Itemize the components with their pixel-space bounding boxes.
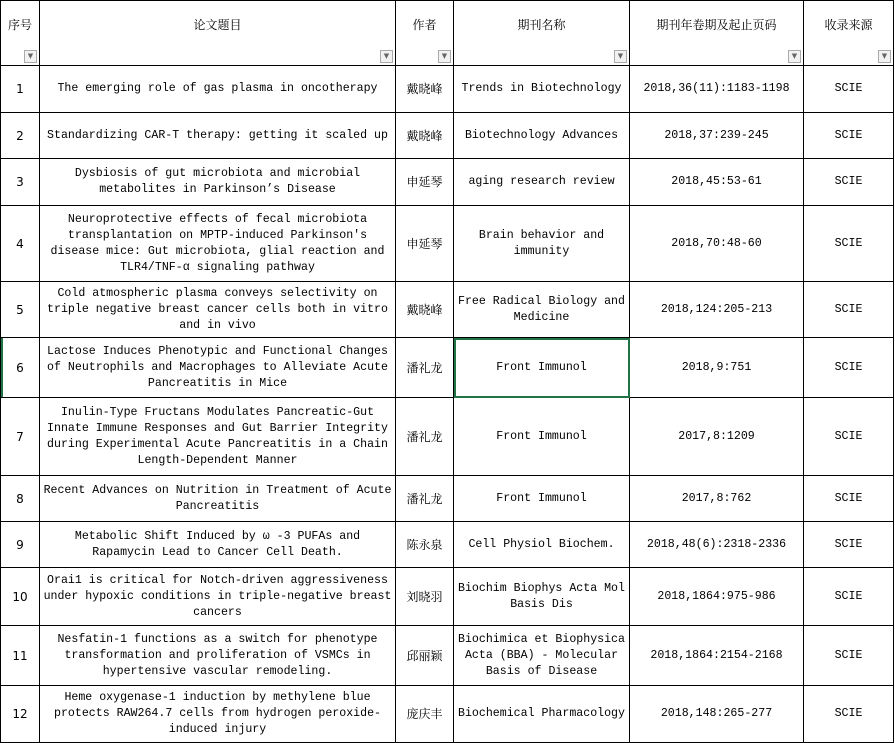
cell-author[interactable]: 申延琴 bbox=[396, 206, 454, 282]
cell-author[interactable]: 潘礼龙 bbox=[396, 338, 454, 398]
cell-title[interactable]: Inulin-Type Fructans Modulates Pancreatic-Gut Innate Immune Responses and Gut Barrier Integrity during Experimental Acute Pancreatitis in a Chain Length-Dependent Manner bbox=[40, 398, 396, 476]
column-header-label: 论文题目 bbox=[193, 18, 242, 32]
cell-author[interactable]: 申延琴 bbox=[396, 159, 454, 206]
cell-pages[interactable]: 2018,36(11):1183-1198 bbox=[630, 66, 804, 113]
cell-journal[interactable]: Front Immunol bbox=[454, 338, 630, 398]
cell-title[interactable]: Cold atmospheric plasma conveys selectivity on triple negative breast cancer cells both in vitro and in vivo bbox=[40, 282, 396, 338]
cell-source[interactable]: SCIE bbox=[804, 568, 894, 626]
cell-no[interactable]: 5 bbox=[1, 282, 40, 338]
table-row bbox=[1, 476, 894, 522]
cell-journal[interactable]: aging research review bbox=[454, 159, 630, 206]
column-header-journal bbox=[454, 1, 630, 66]
cell-journal[interactable]: Biochimica et Biophysica Acta (BBA) - Molecular Basis of Disease bbox=[454, 626, 630, 686]
column-header-label: 期刊名称 bbox=[517, 18, 566, 32]
cell-journal[interactable]: Free Radical Biology and Medicine bbox=[454, 282, 630, 338]
cell-pages[interactable]: 2017,8:762 bbox=[630, 476, 804, 522]
cell-author[interactable]: 潘礼龙 bbox=[396, 476, 454, 522]
table-row bbox=[1, 159, 894, 206]
cell-title[interactable]: Heme oxygenase-1 induction by methylene blue protects RAW264.7 cells from hydrogen peroxide-induced injury bbox=[40, 686, 396, 743]
cell-author[interactable]: 邱丽颖 bbox=[396, 626, 454, 686]
filter-dropdown-icon[interactable]: ▼ bbox=[380, 50, 393, 63]
cell-source[interactable]: SCIE bbox=[804, 338, 894, 398]
cell-source[interactable]: SCIE bbox=[804, 476, 894, 522]
cell-author[interactable]: 戴晓峰 bbox=[396, 113, 454, 159]
cell-no[interactable]: 10 bbox=[1, 568, 40, 626]
cell-no[interactable]: 6 bbox=[1, 338, 40, 398]
cell-title[interactable]: Neuroprotective effects of fecal microbiota transplantation on MPTP-induced Parkinson's disease mice: Gut microbiota, glial reaction and TLR4/TNF-α signaling pathway bbox=[40, 206, 396, 282]
cell-title[interactable]: Lactose Induces Phenotypic and Functional Changes of Neutrophils and Macrophages to Alleviate Acute Pancreatitis in Mice bbox=[40, 338, 396, 398]
column-header-label: 期刊年卷期及起止页码 bbox=[656, 18, 777, 32]
cell-no[interactable]: 4 bbox=[1, 206, 40, 282]
cell-journal[interactable]: Cell Physiol Biochem. bbox=[454, 522, 630, 568]
cell-no[interactable]: 9 bbox=[1, 522, 40, 568]
cell-title[interactable]: Nesfatin-1 functions as a switch for phenotype transformation and proliferation of VSMCs in hypertensive vascular remodeling. bbox=[40, 626, 396, 686]
cell-pages[interactable]: 2018,45:53-61 bbox=[630, 159, 804, 206]
cell-pages[interactable]: 2018,70:48-60 bbox=[630, 206, 804, 282]
table-row bbox=[1, 626, 894, 686]
cell-pages[interactable]: 2018,48(6):2318-2336 bbox=[630, 522, 804, 568]
table-row bbox=[1, 568, 894, 626]
cell-pages[interactable]: 2018,148:265-277 bbox=[630, 686, 804, 743]
cell-author[interactable]: 庞庆丰 bbox=[396, 686, 454, 743]
cell-title[interactable]: Metabolic Shift Induced by ω -3 PUFAs and Rapamycin Lead to Cancer Cell Death. bbox=[40, 522, 396, 568]
cell-source[interactable]: SCIE bbox=[804, 66, 894, 113]
cell-source[interactable]: SCIE bbox=[804, 159, 894, 206]
cell-journal[interactable]: Trends in Biotechnology bbox=[454, 66, 630, 113]
table-row bbox=[1, 206, 894, 282]
column-header-label: 作者 bbox=[412, 18, 437, 32]
column-header-title bbox=[40, 1, 396, 66]
cell-source[interactable]: SCIE bbox=[804, 522, 894, 568]
filter-dropdown-icon[interactable]: ▼ bbox=[614, 50, 627, 63]
cell-title[interactable]: Dysbiosis of gut microbiota and microbial metabolites in Parkinson’s Disease bbox=[40, 159, 396, 206]
cell-title[interactable]: Recent Advances on Nutrition in Treatment of Acute Pancreatitis bbox=[40, 476, 396, 522]
table-row bbox=[1, 338, 894, 398]
column-header-pages bbox=[630, 1, 804, 66]
cell-pages[interactable]: 2018,124:205-213 bbox=[630, 282, 804, 338]
cell-journal[interactable]: Biochim Biophys Acta Mol Basis Dis bbox=[454, 568, 630, 626]
cell-no[interactable]: 12 bbox=[1, 686, 40, 743]
cell-source[interactable]: SCIE bbox=[804, 206, 894, 282]
cell-author[interactable]: 戴晓峰 bbox=[396, 66, 454, 113]
cell-journal[interactable]: Biotechnology Advances bbox=[454, 113, 630, 159]
cell-pages[interactable]: 2018,9:751 bbox=[630, 338, 804, 398]
cell-journal[interactable]: Biochemical Pharmacology bbox=[454, 686, 630, 743]
cell-no[interactable]: 8 bbox=[1, 476, 40, 522]
header-row bbox=[1, 1, 894, 66]
table-row bbox=[1, 113, 894, 159]
table-row bbox=[1, 398, 894, 476]
cell-title[interactable]: Standardizing CAR-T therapy: getting it scaled up bbox=[40, 113, 396, 159]
cell-no[interactable]: 2 bbox=[1, 113, 40, 159]
column-header-source bbox=[804, 1, 894, 66]
column-header-label: 序号 bbox=[7, 18, 32, 32]
cell-title[interactable]: The emerging role of gas plasma in oncotherapy bbox=[40, 66, 396, 113]
cell-pages[interactable]: 2017,8:1209 bbox=[630, 398, 804, 476]
cell-author[interactable]: 潘礼龙 bbox=[396, 398, 454, 476]
table-row bbox=[1, 282, 894, 338]
filter-dropdown-icon[interactable]: ▼ bbox=[438, 50, 451, 63]
table-row bbox=[1, 522, 894, 568]
column-header-author bbox=[396, 1, 454, 66]
filter-dropdown-icon[interactable]: ▼ bbox=[878, 50, 891, 63]
cell-author[interactable]: 陈永泉 bbox=[396, 522, 454, 568]
cell-source[interactable]: SCIE bbox=[804, 686, 894, 743]
cell-journal[interactable]: Front Immunol bbox=[454, 398, 630, 476]
cell-source[interactable]: SCIE bbox=[804, 626, 894, 686]
cell-pages[interactable]: 2018,1864:2154-2168 bbox=[630, 626, 804, 686]
filter-dropdown-icon[interactable]: ▼ bbox=[24, 50, 37, 63]
table-row bbox=[1, 686, 894, 743]
cell-source[interactable]: SCIE bbox=[804, 398, 894, 476]
cell-pages[interactable]: 2018,37:239-245 bbox=[630, 113, 804, 159]
column-header-no bbox=[1, 1, 40, 66]
cell-title[interactable]: Orai1 is critical for Notch-driven aggressiveness under hypoxic conditions in triple-negative breast cancers bbox=[40, 568, 396, 626]
cell-pages[interactable]: 2018,1864:975-986 bbox=[630, 568, 804, 626]
cell-author[interactable]: 刘晓羽 bbox=[396, 568, 454, 626]
cell-source[interactable]: SCIE bbox=[804, 113, 894, 159]
table-row bbox=[1, 66, 894, 113]
cell-no[interactable]: 1 bbox=[1, 66, 40, 113]
cell-no[interactable]: 7 bbox=[1, 398, 40, 476]
cell-no[interactable]: 11 bbox=[1, 626, 40, 686]
cell-source[interactable]: SCIE bbox=[804, 282, 894, 338]
cell-journal[interactable]: Brain behavior and immunity bbox=[454, 206, 630, 282]
cell-no[interactable]: 3 bbox=[1, 159, 40, 206]
filter-dropdown-icon[interactable]: ▼ bbox=[788, 50, 801, 63]
column-header-label: 收录来源 bbox=[824, 18, 873, 32]
cell-author[interactable]: 戴晓峰 bbox=[396, 282, 454, 338]
cell-journal[interactable]: Front Immunol bbox=[454, 476, 630, 522]
